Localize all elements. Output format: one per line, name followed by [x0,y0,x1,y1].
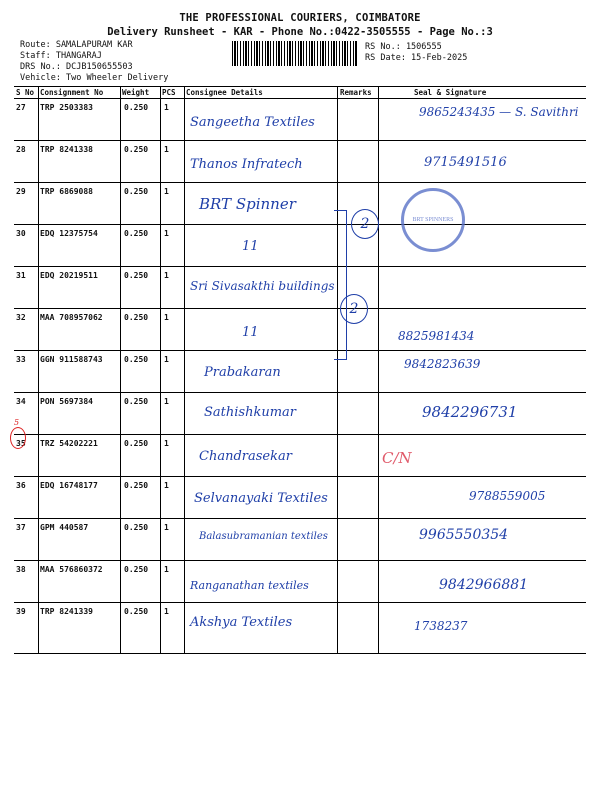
signature-note: 9865243435 — S. Savithri [419,105,579,119]
pcs: 1 [164,187,169,196]
sno: 27 [16,103,26,112]
table-row [14,267,586,308]
bracket-mark [334,210,347,360]
weight: 0.250 [124,187,149,196]
weight: 0.250 [124,313,149,322]
consignment-no: EDQ 16748177 [40,481,98,490]
signature-note: 8825981434 [398,329,475,343]
consignee-name: Akshya Textiles [190,615,293,630]
col-header-consignment: Consignment No [40,88,104,97]
consignee-name: Sathishkumar [204,405,296,420]
weight: 0.250 [124,271,149,280]
route-label: Route: SAMALAPURAM KAR [20,40,133,50]
consignee-name: Balasubramanian textiles [199,531,328,542]
weight: 0.250 [124,145,149,154]
company-title: THE PROFESSIONAL COURIERS, COIMBATORE [179,12,421,24]
table-row [14,225,586,266]
weight: 0.250 [124,481,149,490]
consignment-no: EDQ 12375754 [40,229,98,238]
table-row [14,183,586,224]
sno: 35 [16,439,26,448]
sno: 28 [16,145,26,154]
consignee-name: Ranganathan textiles [190,579,309,592]
pcs: 1 [164,397,169,406]
staff-label: Staff: THANGARAJ [20,51,102,61]
pcs: 1 [164,313,169,322]
pcs: 1 [164,565,169,574]
sno: 38 [16,565,26,574]
runsheet-table [14,86,586,654]
weight: 0.250 [124,439,149,448]
sno: 36 [16,481,26,490]
table-row [14,519,586,560]
signature-note: 1738237 [414,619,468,633]
consignment-no: TRP 2503383 [40,103,93,112]
consignee-name: 11 [242,325,259,340]
sno: 32 [16,313,26,322]
sno: 31 [16,271,26,280]
signature-note: 9715491516 [424,155,507,170]
weight: 0.250 [124,523,149,532]
consignee-name: 11 [242,239,259,254]
table-row [14,141,586,182]
weight: 0.250 [124,565,149,574]
table-row [14,561,586,602]
consignment-no: MAA 576860372 [40,565,103,574]
col-header-remarks: Remarks [340,88,372,97]
consignee-name: Selvanayaki Textiles [194,491,328,506]
table-row [14,309,586,350]
consignment-no: TRZ 54202221 [40,439,98,448]
pcs: 1 [164,229,169,238]
pcs: 1 [164,523,169,532]
sno: 34 [16,397,26,406]
consignment-no: MAA 708957062 [40,313,103,322]
circled-number: 2 [340,294,368,324]
signature-note: 9842823639 [404,357,481,371]
signature-note: C/N [382,449,412,467]
table-row [14,603,586,644]
consignment-no: TRP 6869088 [40,187,93,196]
col-header-weight: Weight [122,88,150,97]
circled-mark: 5 [10,427,26,449]
table-row [14,99,586,140]
consignee-name: Sri Sivasakthi buildings [190,279,335,293]
barcode [232,41,357,66]
col-header-consignee: Consignee Details [186,88,263,97]
signature-note: 9965550354 [419,527,509,543]
pcs: 1 [164,439,169,448]
consignee-name: Chandrasekar [199,449,292,464]
weight: 0.250 [124,103,149,112]
table-row [14,351,586,392]
weight: 0.250 [124,229,149,238]
consignee-name: Sangeetha Textiles [190,115,315,130]
sno: 37 [16,523,26,532]
consignee-name: Prabakaran [204,365,281,380]
pcs: 1 [164,103,169,112]
col-header-signature: Seal & Signature [414,88,487,97]
consignment-no: PON 5697384 [40,397,93,406]
table-row [14,393,586,434]
consignment-no: TRP 8241338 [40,145,93,154]
col-header-pcs: PCS [162,88,176,97]
sno: 29 [16,187,26,196]
drs-number: DRS No.: DCJB150655503 [20,62,133,72]
consignment-no: TRP 8241339 [40,607,93,616]
table-row [14,435,586,476]
runsheet-title: Delivery Runsheet - KAR - Phone No.:0422-3505555 - Page No.:3 [107,26,493,38]
signature-note: 9842966881 [439,577,529,593]
pcs: 1 [164,355,169,364]
delivery-stamp: BRT SPINNERS [401,188,465,252]
weight: 0.250 [124,397,149,406]
table-row [14,477,586,518]
signature-note: 9788559005 [469,489,546,503]
vehicle-label: Vehicle: Two Wheeler Delivery [20,73,169,83]
consignee-name: Thanos Infratech [190,157,303,172]
circled-number: 2 [351,209,379,239]
col-header-sno: S No [16,88,35,97]
pcs: 1 [164,145,169,154]
sno: 33 [16,355,26,364]
pcs: 1 [164,271,169,280]
weight: 0.250 [124,607,149,616]
consignment-no: GPM 440587 [40,523,89,532]
consignment-no: EDQ 20219511 [40,271,98,280]
rs-date: RS Date: 15-Feb-2025 [365,53,468,63]
signature-note: 9842296731 [422,403,518,421]
pcs: 1 [164,481,169,490]
rs-number: RS No.: 1506555 [365,42,442,52]
pcs: 1 [164,607,169,616]
weight: 0.250 [124,355,149,364]
sno: 30 [16,229,26,238]
consignee-name: BRT Spinner [199,195,296,213]
sno: 39 [16,607,26,616]
consignment-no: GGN 911588743 [40,355,103,364]
